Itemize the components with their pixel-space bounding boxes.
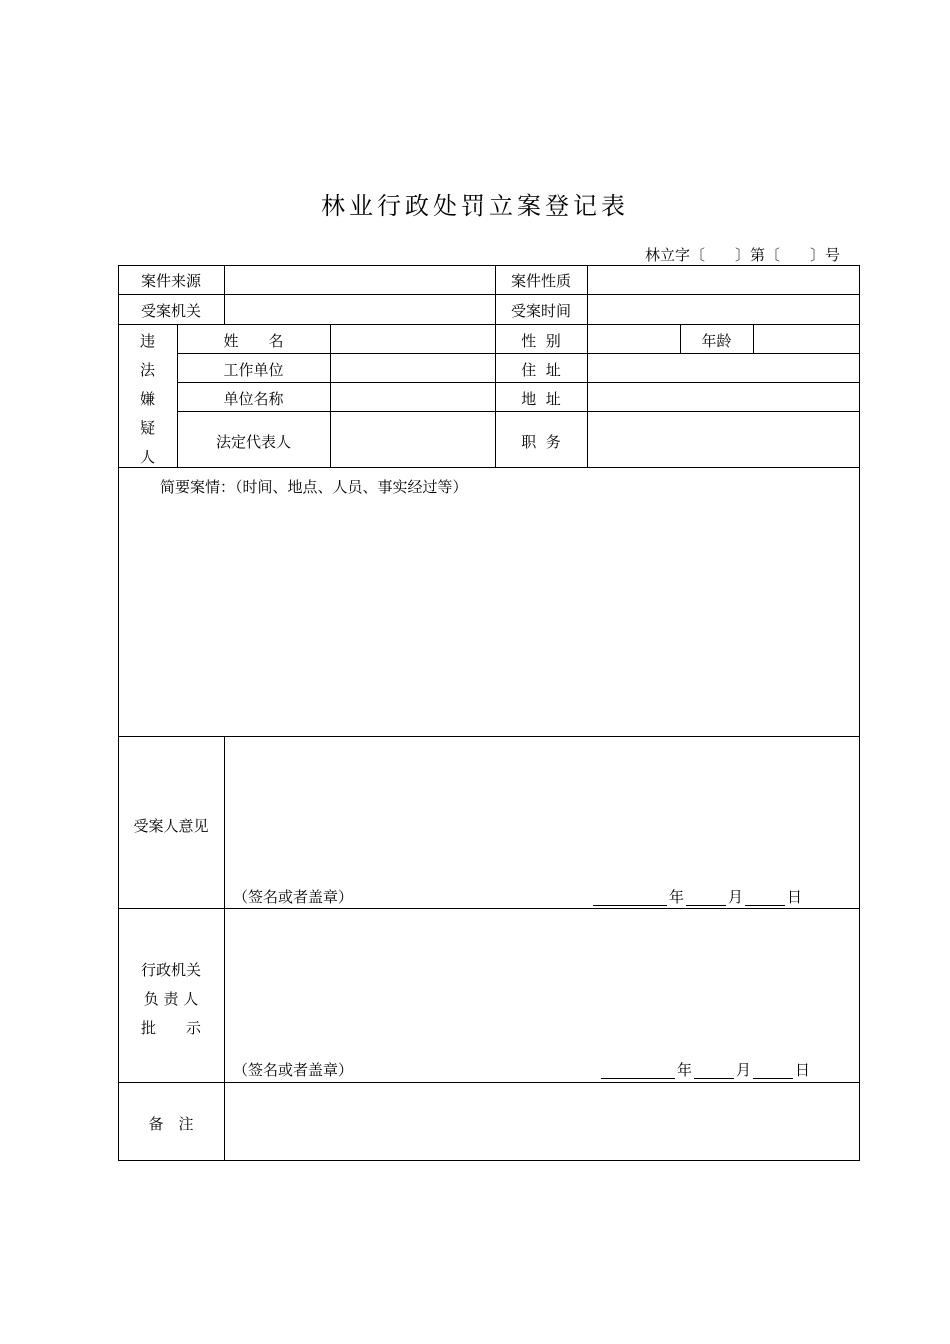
- case-nature-label: 案件性质: [510, 272, 571, 290]
- name-field[interactable]: [331, 325, 495, 353]
- day-label: 日: [795, 1061, 811, 1079]
- suspect-label-char: 法: [139, 361, 155, 379]
- suspect-label-char: 嫌: [139, 390, 155, 408]
- year-blank[interactable]: [601, 1078, 675, 1079]
- year-label: 年: [677, 1061, 693, 1079]
- accepting-authority-label: 受案机关: [140, 302, 201, 320]
- accepting-time-field[interactable]: [588, 295, 859, 324]
- gender-field[interactable]: [588, 325, 680, 353]
- legal-rep-field[interactable]: [331, 412, 495, 467]
- authority-approval-field[interactable]: [225, 909, 859, 1051]
- age-label: 年龄: [701, 332, 732, 350]
- suspect-label-char: 人: [139, 448, 155, 466]
- year-blank[interactable]: [593, 905, 667, 906]
- gender-label: 性 别: [521, 332, 561, 350]
- authority-approval-label: 负 责 人: [143, 990, 199, 1008]
- accepting-time-label: 受案时间: [510, 302, 571, 320]
- case-source-field[interactable]: [225, 266, 494, 294]
- month-label: 月: [728, 888, 744, 906]
- signature-label: （签名或者盖章）: [233, 888, 354, 906]
- legal-rep-label: 法定代表人: [215, 433, 291, 451]
- remarks-field[interactable]: [225, 1083, 859, 1160]
- suspect-label-char: 违: [139, 332, 155, 350]
- document-number: 林立字〔 〕第〔 〕号: [644, 246, 840, 264]
- row-divider: [118, 467, 860, 468]
- signature-label: （签名或者盖章）: [233, 1061, 354, 1079]
- address-label: 住 址: [521, 361, 561, 379]
- month-label: 月: [736, 1061, 752, 1079]
- name-label: 姓 名: [223, 332, 284, 350]
- accepting-authority-field[interactable]: [225, 295, 494, 324]
- authority-approval-label: 批 示: [140, 1019, 201, 1037]
- case-summary-label: 简要案情：（时间、地点、人员、事实经过等）: [160, 478, 468, 496]
- month-blank[interactable]: [694, 1078, 734, 1079]
- receiver-opinion-field[interactable]: [225, 737, 859, 877]
- unit-name-label: 单位名称: [223, 390, 284, 408]
- receiver-opinion-label: 受案人意见: [133, 817, 209, 835]
- position-label: 职 务: [521, 433, 561, 451]
- work-unit-field[interactable]: [331, 354, 495, 382]
- location-field[interactable]: [588, 383, 859, 411]
- day-label: 日: [787, 888, 803, 906]
- location-label: 地 址: [521, 390, 561, 408]
- position-field[interactable]: [588, 412, 859, 467]
- case-nature-field[interactable]: [588, 266, 859, 294]
- suspect-label-char: 疑: [139, 419, 155, 437]
- case-summary-field[interactable]: [119, 500, 859, 735]
- address-field[interactable]: [588, 354, 859, 382]
- unit-name-field[interactable]: [331, 383, 495, 411]
- age-field[interactable]: [754, 325, 859, 353]
- day-blank[interactable]: [753, 1078, 793, 1079]
- day-blank[interactable]: [745, 905, 785, 906]
- page-title: 林业行政处罚立案登记表: [321, 192, 629, 220]
- remarks-label: 备 注: [148, 1115, 194, 1133]
- case-source-label: 案件来源: [140, 272, 201, 290]
- year-label: 年: [669, 888, 685, 906]
- work-unit-label: 工作单位: [223, 361, 284, 379]
- month-blank[interactable]: [686, 905, 726, 906]
- authority-approval-label: 行政机关: [140, 961, 201, 979]
